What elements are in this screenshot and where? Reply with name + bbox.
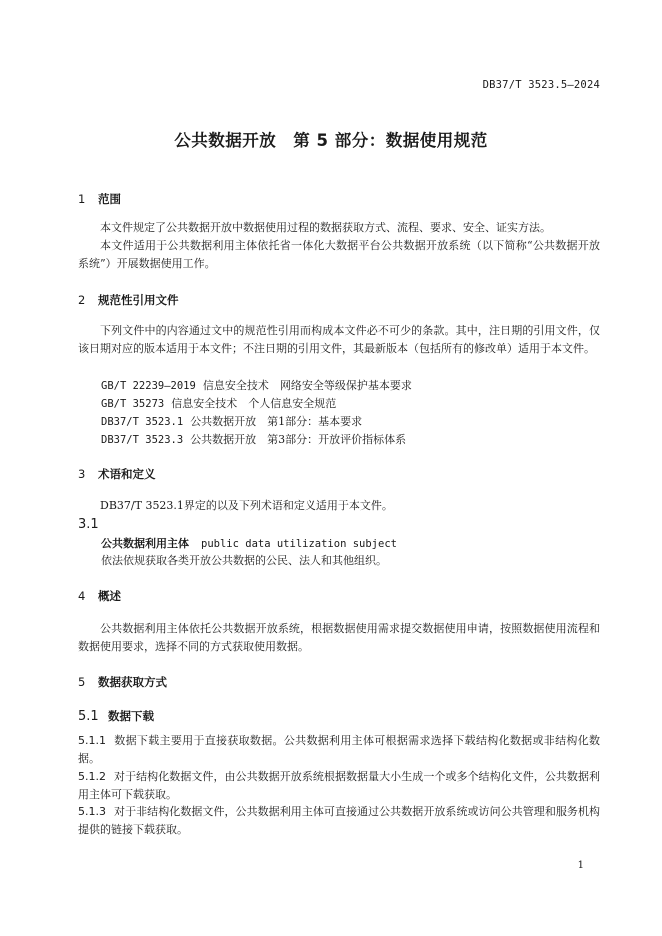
reference-code: GB/T 22239—2019: [101, 380, 196, 392]
clause: [78, 732, 600, 768]
reference-code: DB37/T 3523.1: [101, 416, 184, 428]
page-number: 1: [577, 860, 584, 871]
term-number: 3.1: [78, 517, 99, 532]
term-chinese: 公共数据利用主体: [101, 537, 189, 550]
section-number: 4: [78, 589, 86, 603]
normative-reference: [101, 377, 412, 393]
paragraph: 本文件规定了公共数据开放中数据使用过程的数据获取方式、流程、要求、安全、证实方法。: [100, 221, 551, 234]
section-number: 2: [78, 293, 86, 307]
section-title: 规范性引用文件: [98, 293, 179, 307]
section-5-heading: [78, 674, 167, 690]
term-definition: 依法依规获取各类开放公共数据的公民、法人和其他组织。: [101, 554, 387, 567]
doc-code-header: DB37/T 3523.5—2024: [482, 79, 600, 91]
term-english: public data utilization subject: [201, 538, 397, 550]
section-number: 1: [78, 192, 86, 206]
section-3-heading: [78, 466, 156, 482]
subsection-5-1-heading: [78, 708, 154, 724]
section-title: 范围: [98, 192, 121, 206]
reference-title: 公共数据开放 第1部分：基本要求: [190, 415, 363, 428]
section-2-heading: [78, 292, 179, 308]
clause-text: 对于非结构化数据文件，公共数据利用主体可直接通过公共数据开放系统或访问公共管理和服务机构提供的链接下载获取。: [78, 805, 600, 836]
paragraph: 公共数据利用主体依托公共数据开放系统，根据数据使用需求提交数据使用申请，按照数据使用流程和数据使用要求，选择不同的方式获取使用数据。: [78, 622, 600, 653]
paragraph: 下列文件中的内容通过文中的规范性引用而构成本文件必不可少的条款。其中，注日期的引用文件，仅该日期对应的版本适用于本文件；不注日期的引用文件，其最新版本（包括所有的修改单）适用于本文件。: [78, 324, 600, 355]
clause-number: 5.1.3: [78, 805, 106, 818]
section-title: 术语和定义: [98, 467, 156, 481]
reference-code: DB37/T 3523.3: [101, 434, 184, 446]
section-title: 数据获取方式: [98, 675, 167, 689]
clause-number: 5.1.1: [78, 734, 106, 747]
normative-reference: [101, 413, 362, 429]
clause-number: 5.1.2: [78, 770, 106, 783]
reference-code: GB/T 35273: [101, 398, 165, 410]
clause: [78, 803, 600, 839]
clause-text: 数据下载主要用于直接获取数据。公共数据利用主体可根据需求选择下载结构化数据或非结构化数据。: [78, 734, 600, 765]
normative-reference: [101, 395, 336, 411]
reference-title: 公共数据开放 第3部分：开放评价指标体系: [190, 433, 407, 446]
page-title: 公共数据开放 第 5 部分：数据使用规范: [174, 131, 488, 150]
section-4-heading: [78, 588, 121, 604]
reference-title: 信息安全技术 个人信息安全规范: [171, 397, 337, 410]
section-number: 5: [78, 675, 86, 689]
term-entry: [101, 535, 397, 551]
normative-reference: [101, 431, 406, 447]
reference-title: 信息安全技术 网络安全等级保护基本要求: [202, 379, 412, 392]
section-title: 概述: [98, 589, 121, 603]
clause-text: 对于结构化数据文件，由公共数据开放系统根据数据量大小生成一个或多个结构化文件，公共数据利用主体可下载获取。: [78, 770, 600, 801]
subsection-title: 数据下载: [108, 709, 154, 723]
paragraph: DB37/T 3523.1界定的以及下列术语和定义适用于本文件。: [100, 499, 393, 512]
section-number: 3: [78, 467, 86, 481]
subsection-number: 5.1: [78, 709, 99, 724]
clause: [78, 768, 600, 804]
paragraph: 本文件适用于公共数据利用主体依托省一体化大数据平台公共数据开放系统（以下简称“公共数据开放系统”）开展数据使用工作。: [78, 239, 600, 270]
section-1-heading: [78, 191, 121, 207]
